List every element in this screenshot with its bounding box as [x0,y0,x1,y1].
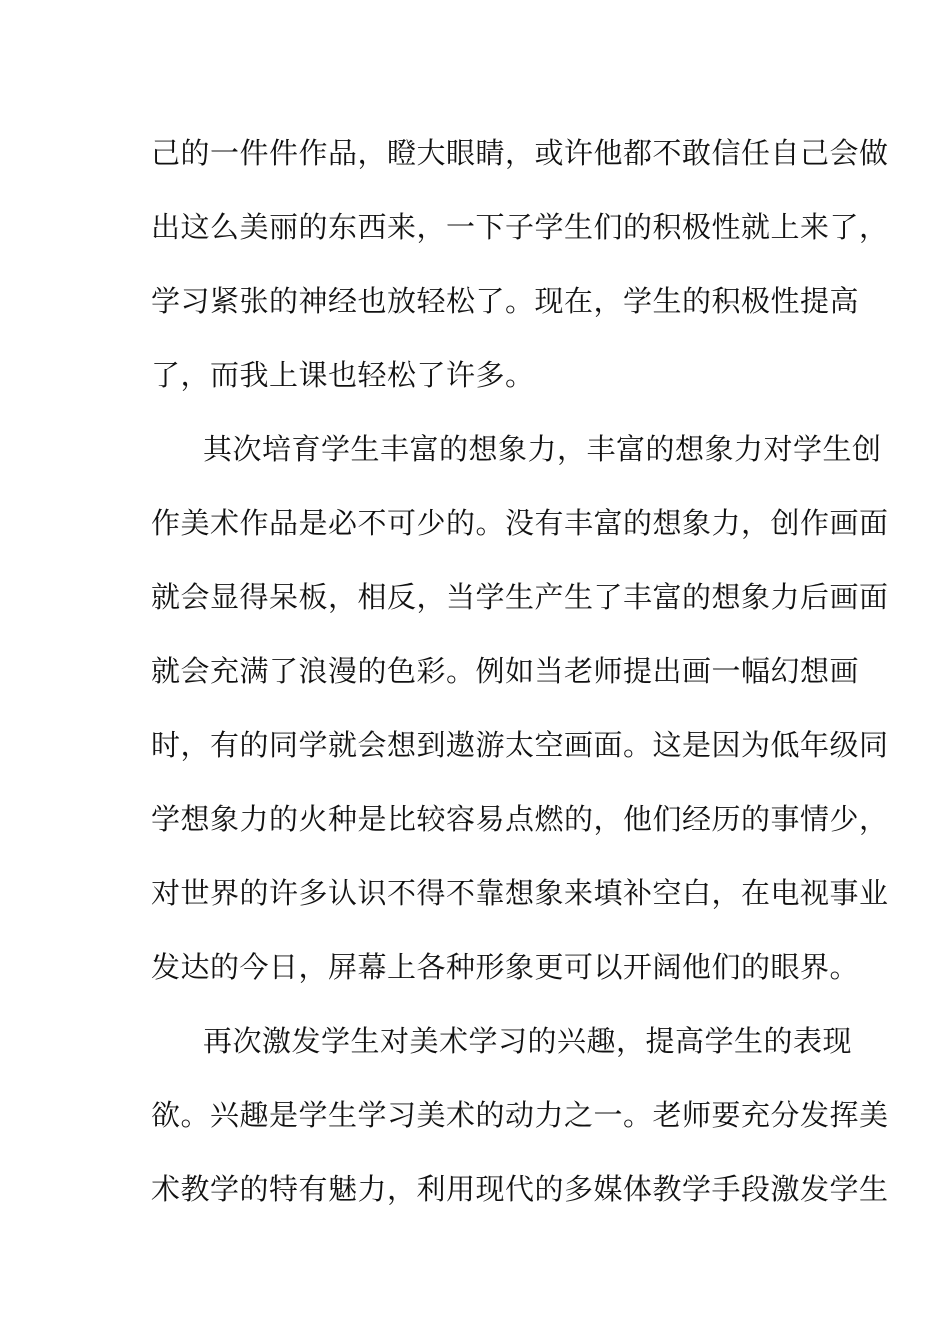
text-line: 学想象力的火种是比较容易点燃的，他们经历的事情少， [151,802,889,836]
text-line: 对世界的许多认识不得不靠想象来填补空白，在电视事业 [151,876,889,910]
paragraph-first-line: 再次激发学生对美术学习的兴趣，提高学生的表现 [203,1024,853,1058]
text-line: 时，有的同学就会想到遨游太空画面。这是因为低年级同 [151,728,889,762]
text-line: 己的一件件作品，瞪大眼睛，或许他都不敢信任自己会做 [151,136,889,170]
paragraph-first-line: 其次培育学生丰富的想象力，丰富的想象力对学生创 [203,432,882,466]
text-line: 就会显得呆板，相反，当学生产生了丰富的想象力后画面 [151,580,889,614]
text-line: 出这么美丽的东西来，一下子学生们的积极性就上来了， [151,210,889,244]
text-line: 发达的今日，屏幕上各种形象更可以开阔他们的眼界。 [151,950,860,984]
text-line: 就会充满了浪漫的色彩。例如当老师提出画一幅幻想画 [151,654,860,688]
text-line: 作美术作品是必不可少的。没有丰富的想象力，创作画面 [151,506,889,540]
text-line: 术教学的特有魅力，利用现代的多媒体教学手段激发学生 [151,1172,889,1206]
text-line: 欲。兴趣是学生学习美术的动力之一。老师要充分发挥美 [151,1098,889,1132]
text-line: 学习紧张的神经也放轻松了。现在，学生的积极性提高 [151,284,860,318]
text-line: 了，而我上课也轻松了许多。 [151,358,535,392]
